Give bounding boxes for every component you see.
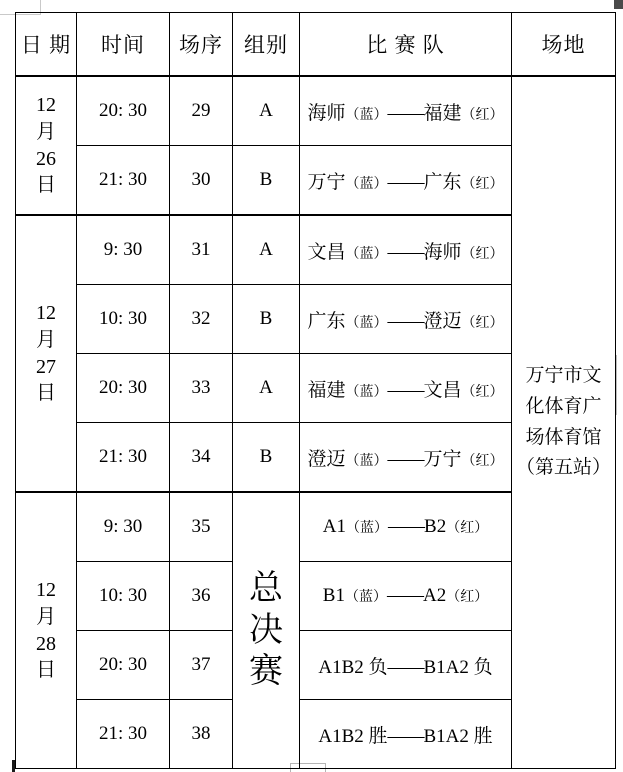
order-cell: 37 — [170, 631, 233, 700]
match-home-team: 海师 — [307, 102, 346, 124]
order-cell: 29 — [170, 76, 233, 146]
column-header-date: 日 期 — [16, 13, 77, 77]
order-cell: 30 — [170, 146, 233, 216]
match-cell — [300, 354, 512, 423]
match-separator: —— — [387, 310, 424, 332]
column-header-match: 比 赛 队 — [300, 13, 512, 77]
match-home-team: 文昌 — [307, 241, 346, 263]
time-cell: 9: 30 — [77, 215, 170, 285]
match-home-color: （蓝） — [345, 315, 388, 331]
match-home-color: （蓝） — [345, 384, 388, 400]
match-cell — [300, 492, 512, 562]
venue-cell — [512, 76, 616, 769]
time-cell: 21: 30 — [77, 423, 170, 493]
match-separator: —— — [387, 102, 424, 124]
table-row — [16, 76, 616, 146]
match-away-team: B1A2 胜 — [423, 725, 493, 747]
venue-line: 场体育馆 — [525, 426, 602, 448]
match-separator: —— — [387, 379, 424, 401]
match-away-team: A2 — [422, 585, 447, 606]
time-cell: 10: 30 — [77, 562, 170, 631]
time-cell: 9: 30 — [77, 492, 170, 562]
match-cell — [300, 700, 512, 769]
match-away-color: （红） — [461, 384, 504, 400]
match-away-color: （红） — [446, 590, 489, 605]
column-header-group: 组别 — [233, 13, 300, 77]
match-separator: —— — [387, 171, 424, 193]
match-cell — [300, 215, 512, 285]
match-away-color: （红） — [461, 315, 504, 331]
match-schedule-table — [15, 12, 616, 769]
match-separator: —— — [386, 585, 423, 606]
date-line: 12 — [36, 578, 56, 601]
match-away-color: （红） — [461, 246, 504, 262]
order-cell: 38 — [170, 700, 233, 769]
time-cell: 20: 30 — [77, 631, 170, 700]
match-home-team: A1B2 胜 — [318, 725, 388, 747]
column-header-venue: 场地 — [512, 13, 616, 77]
group-cell: B — [233, 285, 300, 354]
column-header-order: 场序 — [170, 13, 233, 77]
time-cell: 20: 30 — [77, 76, 170, 146]
table-header-row — [16, 13, 616, 77]
group-cell: A — [233, 76, 300, 146]
date-cell — [16, 492, 77, 769]
page-edge-artifact-right-rule — [616, 355, 617, 415]
date-line: 日 — [36, 382, 56, 405]
match-home-color: （蓝） — [344, 590, 387, 605]
date-line: 日 — [36, 659, 56, 682]
order-cell: 34 — [170, 423, 233, 493]
order-cell: 33 — [170, 354, 233, 423]
match-cell — [300, 285, 512, 354]
group-cell: B — [233, 423, 300, 493]
order-cell: 31 — [170, 215, 233, 285]
time-cell: 10: 30 — [77, 285, 170, 354]
match-away-color: （红） — [461, 453, 504, 469]
time-cell: 21: 30 — [77, 146, 170, 216]
match-home-color: （蓝） — [345, 107, 388, 123]
match-cell — [300, 76, 512, 146]
match-home-team: B1 — [322, 585, 345, 606]
page-edge-artifact-top-right — [614, 0, 623, 9]
date-cell — [16, 76, 77, 215]
table-body — [16, 76, 616, 769]
match-home-color: （蓝） — [345, 453, 388, 469]
date-cell — [16, 215, 77, 492]
match-cell — [300, 423, 512, 493]
match-home-team: A1 — [322, 516, 347, 537]
venue-line: 万宁市文 — [525, 364, 602, 386]
match-away-team: 澄迈 — [423, 310, 462, 332]
match-away-color: （红） — [461, 176, 504, 192]
time-cell: 20: 30 — [77, 354, 170, 423]
match-home-team: 澄迈 — [307, 448, 346, 470]
match-home-color: （蓝） — [346, 521, 389, 536]
match-away-team: 广东 — [423, 171, 462, 193]
match-away-team: 文昌 — [423, 379, 462, 401]
finals-label-char: 决 — [249, 611, 283, 649]
date-line: 12 — [36, 301, 56, 324]
match-away-team: B1A2 负 — [423, 656, 493, 678]
venue-line: 化体育广 — [525, 395, 602, 417]
order-cell: 32 — [170, 285, 233, 354]
venue-line: （第五站） — [515, 457, 611, 479]
match-away-team: 万宁 — [423, 448, 462, 470]
date-line: 26 — [36, 147, 56, 170]
finals-label-char: 赛 — [249, 653, 283, 691]
date-line: 日 — [36, 174, 56, 197]
match-home-team: 万宁 — [307, 171, 346, 193]
match-away-team: B2 — [424, 516, 447, 537]
finals-label-cell — [233, 492, 300, 769]
group-cell: A — [233, 215, 300, 285]
match-home-color: （蓝） — [345, 176, 388, 192]
match-home-team: 广东 — [307, 310, 346, 332]
match-separator: —— — [387, 448, 424, 470]
date-line: 28 — [36, 632, 56, 655]
schedule-table-container — [15, 12, 615, 769]
match-home-color: （蓝） — [345, 246, 388, 262]
match-away-color: （红） — [461, 107, 504, 123]
match-separator: —— — [388, 516, 425, 537]
match-away-color: （红） — [446, 521, 489, 536]
group-cell: A — [233, 354, 300, 423]
date-line: 月 — [36, 120, 56, 143]
order-cell: 35 — [170, 492, 233, 562]
match-cell — [300, 631, 512, 700]
order-cell: 36 — [170, 562, 233, 631]
match-home-team: 福建 — [307, 379, 346, 401]
match-home-team: A1B2 负 — [318, 656, 388, 678]
match-away-team: 海师 — [423, 241, 462, 263]
column-header-time: 时间 — [77, 13, 170, 77]
match-cell — [300, 146, 512, 216]
date-line: 12 — [36, 93, 56, 116]
time-cell: 21: 30 — [77, 700, 170, 769]
date-line: 月 — [36, 605, 56, 628]
date-line: 27 — [36, 355, 56, 378]
match-separator: —— — [387, 725, 424, 747]
match-separator: —— — [387, 241, 424, 263]
group-cell: B — [233, 146, 300, 216]
match-separator: —— — [387, 656, 424, 678]
finals-label-char: 总 — [249, 570, 283, 608]
match-away-team: 福建 — [423, 102, 462, 124]
date-line: 月 — [36, 328, 56, 351]
match-cell — [300, 562, 512, 631]
